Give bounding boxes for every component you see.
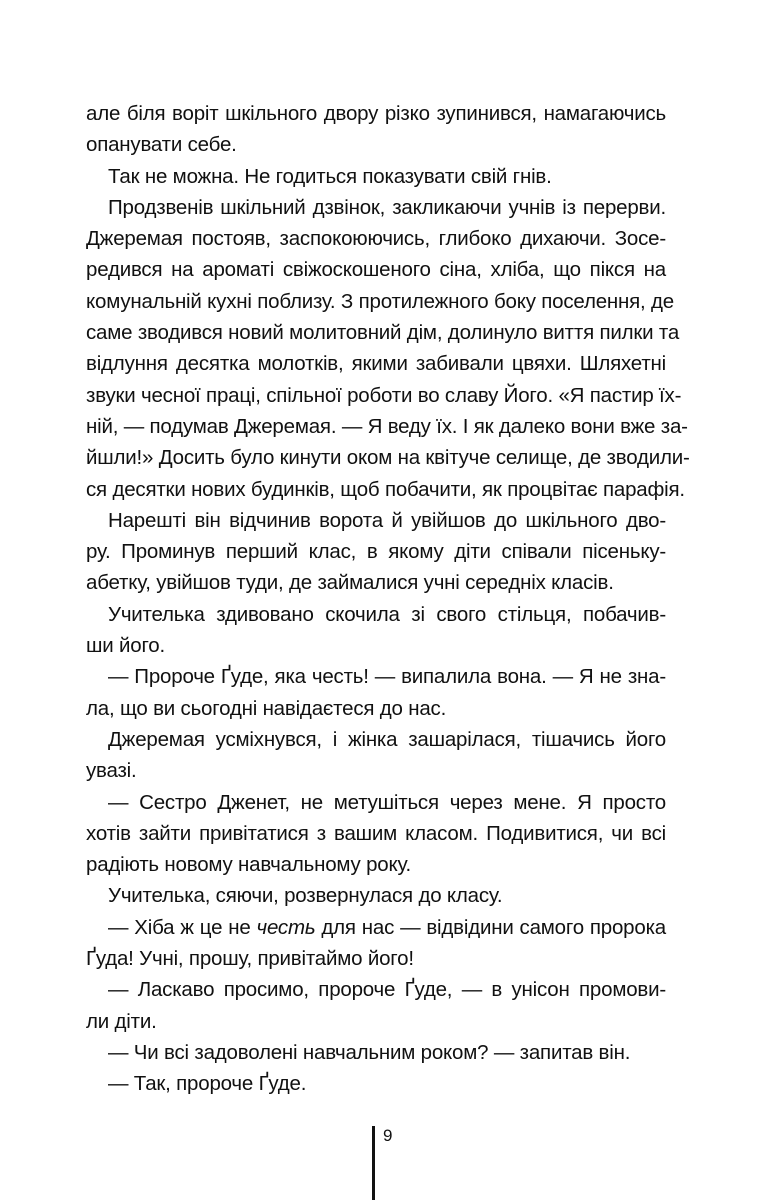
paragraph-7 [86, 724, 666, 787]
text-line: Ґуда! Учні, прошу, привітаймо його! [86, 947, 414, 971]
paragraph-6 [86, 661, 666, 724]
text-line: саме зводився новий молитовний дім, долинуло виття пилки та [86, 321, 680, 345]
paragraph-2 [86, 161, 666, 192]
text-fragment: — Хіба ж це не [108, 915, 257, 939]
text-line: звуки чесної праці, спільної роботи во славу Його. «Я пастир їх- [86, 383, 682, 407]
italic-word: честь [256, 915, 316, 939]
text-line: комунальній кухні поблизу. З протилежного боку поселення, де [86, 289, 675, 313]
text-line: ній, — подумав Джеремая. — Я веду їх. І як далеко вони вже за- [86, 414, 688, 438]
text-line: Нарешті він відчинив ворота й увійшов до шкільного дво- [108, 508, 666, 532]
text-line: відлуння десятка молотків, якими забивали цвяхи. Шляхетні [86, 352, 666, 376]
text-line-with-italic [86, 912, 666, 943]
text-fragment: для нас — відвідини самого пророка [315, 915, 666, 939]
text-line: ру. Проминув перший клас, в якому діти співали пісеньку- [86, 540, 666, 564]
text-line: радіють новому навчальному року. [86, 853, 411, 877]
text-line: опанувати себе. [86, 133, 237, 157]
text-line: Так не можна. Не годиться показувати свій гнів. [108, 164, 552, 188]
text-line: хотів зайти привітатися з вашим класом. Подивитися, чи всі [86, 821, 666, 845]
paragraph-9 [86, 880, 666, 911]
folio-rule-divider [372, 1126, 375, 1200]
page-number: 9 [383, 1126, 393, 1145]
text-line: — Чи всі задоволені навчальним роком? — запитав він. [108, 1040, 631, 1064]
paragraph-12 [86, 1037, 666, 1068]
text-line: йшли!» Досить було кинути оком на квітуче селище, де зводили- [86, 446, 690, 470]
text-line: абетку, увійшов туди, де займалися учні середніх класів. [86, 571, 614, 595]
paragraph-1 [86, 98, 666, 161]
paragraph-4 [86, 505, 666, 599]
paragraph-11 [86, 974, 666, 1037]
paragraph-10 [86, 912, 666, 975]
text-line: ши його. [86, 634, 165, 658]
text-line: Учителька здивовано скочила зі свого стільця, побачив- [108, 602, 666, 626]
text-line: — Пророче Ґуде, яка честь! — випалила вона. — Я не зна- [108, 665, 666, 689]
paragraph-8 [86, 787, 666, 881]
book-page-text [86, 98, 690, 1100]
text-line: ли діти. [86, 1009, 157, 1033]
paragraph-13 [86, 1068, 666, 1099]
text-line: Джеремая постояв, заспокоюючись, глибоко дихаючи. Зосе- [86, 227, 666, 251]
text-line: Продзвенів шкільний дзвінок, закликаючи учнів із перерви. [108, 195, 666, 219]
text-line: — Так, пророче Ґуде. [108, 1072, 307, 1096]
text-line: редився на ароматі свіжоскошеного сіна, хліба, що пікся на [86, 258, 666, 282]
text-line: — Ласкаво просимо, пророче Ґуде, — в унісон промови- [108, 978, 666, 1002]
text-line: Джеремая усміхнувся, і жінка зашарілася, тішачись його [108, 727, 666, 751]
text-line: увазі. [86, 759, 137, 783]
paragraph-3 [86, 192, 690, 505]
paragraph-5 [86, 599, 666, 662]
text-line: — Сестро Дженет, не метушіться через мене. Я просто [108, 790, 666, 814]
text-line: ся десятки нових будинків, щоб побачити, як процвітає парафія. [86, 477, 685, 501]
text-line: ла, що ви сьогодні навідаєтеся до нас. [86, 696, 447, 720]
text-line: Учителька, сяючи, розвернулася до класу. [108, 884, 503, 908]
text-line: але біля воріт шкільного двору різко зупинився, намагаючись [86, 102, 666, 125]
